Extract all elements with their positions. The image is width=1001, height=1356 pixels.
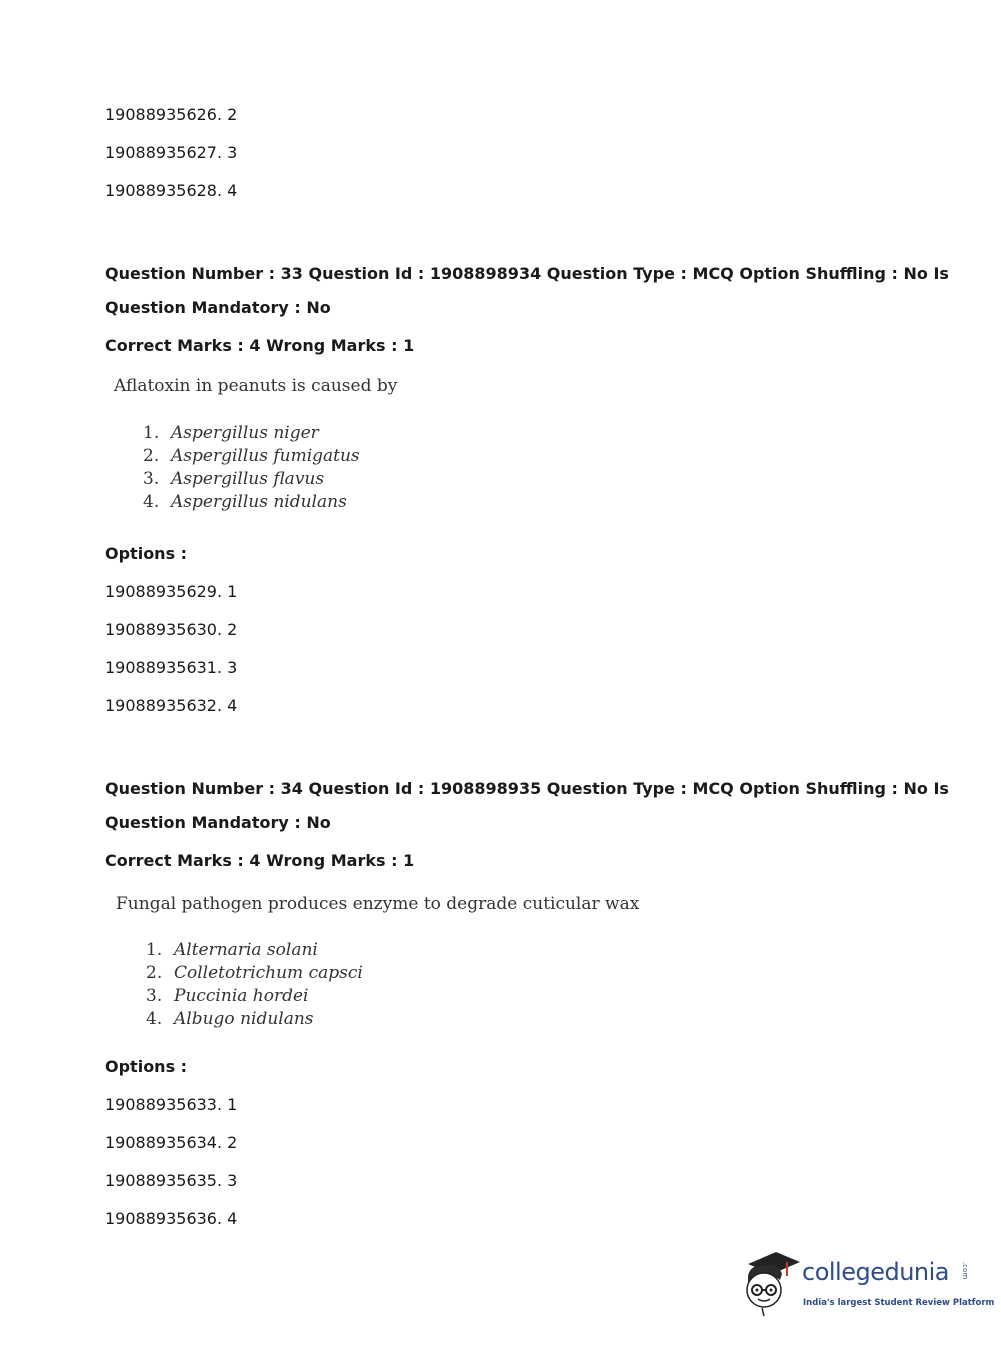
option-item: 19088935629. 1 — [105, 582, 238, 601]
option-item: 19088935636. 4 — [105, 1209, 238, 1228]
options-label: Options : — [105, 1057, 188, 1076]
option-item: 19088935626. 2 — [105, 105, 238, 124]
question-marks: Correct Marks : 4 Wrong Marks : 1 — [105, 851, 415, 870]
option-item: 19088935632. 4 — [105, 696, 238, 715]
question-mandatory: Question Mandatory : No — [105, 813, 331, 832]
question-header: Question Number : 34 Question Id : 1908898935 Question Type : MCQ Option Shuffling : No Is — [105, 779, 949, 798]
question-choice: 2. Colletotrichum capsci — [146, 963, 363, 983]
logo-suffix: .com — [961, 1262, 969, 1280]
question-choice: 3. Puccinia hordei — [146, 986, 309, 1006]
option-item: 19088935635. 3 — [105, 1171, 238, 1190]
question-header: Question Number : 33 Question Id : 1908898934 Question Type : MCQ Option Shuffling : No Is — [105, 264, 949, 283]
option-item: 19088935634. 2 — [105, 1133, 238, 1152]
option-item: 19088935627. 3 — [105, 143, 238, 162]
question-choice: 4. Albugo nidulans — [146, 1009, 314, 1029]
option-item: 19088935633. 1 — [105, 1095, 238, 1114]
question-text: Fungal pathogen produces enzyme to degrade cuticular wax — [116, 894, 640, 914]
logo-wordmark: collegedunia — [802, 1258, 950, 1286]
question-choice: 2. Aspergillus fumigatus — [143, 446, 360, 466]
mascot-icon — [742, 1250, 802, 1320]
option-item: 19088935628. 4 — [105, 181, 238, 200]
option-item: 19088935631. 3 — [105, 658, 238, 677]
question-marks: Correct Marks : 4 Wrong Marks : 1 — [105, 336, 415, 355]
collegedunia-logo — [742, 1250, 995, 1320]
question-choice: 4. Aspergillus nidulans — [143, 492, 347, 512]
options-label: Options : — [105, 544, 188, 563]
logo-tagline: India's largest Student Review Platform — [803, 1298, 995, 1308]
question-mandatory: Question Mandatory : No — [105, 298, 331, 317]
question-choice: 1. Alternaria solani — [146, 940, 318, 960]
question-choice: 3. Aspergillus flavus — [143, 469, 325, 489]
option-item: 19088935630. 2 — [105, 620, 238, 639]
question-choice: 1. Aspergillus niger — [143, 423, 319, 443]
question-text: Aflatoxin in peanuts is caused by — [114, 376, 398, 396]
